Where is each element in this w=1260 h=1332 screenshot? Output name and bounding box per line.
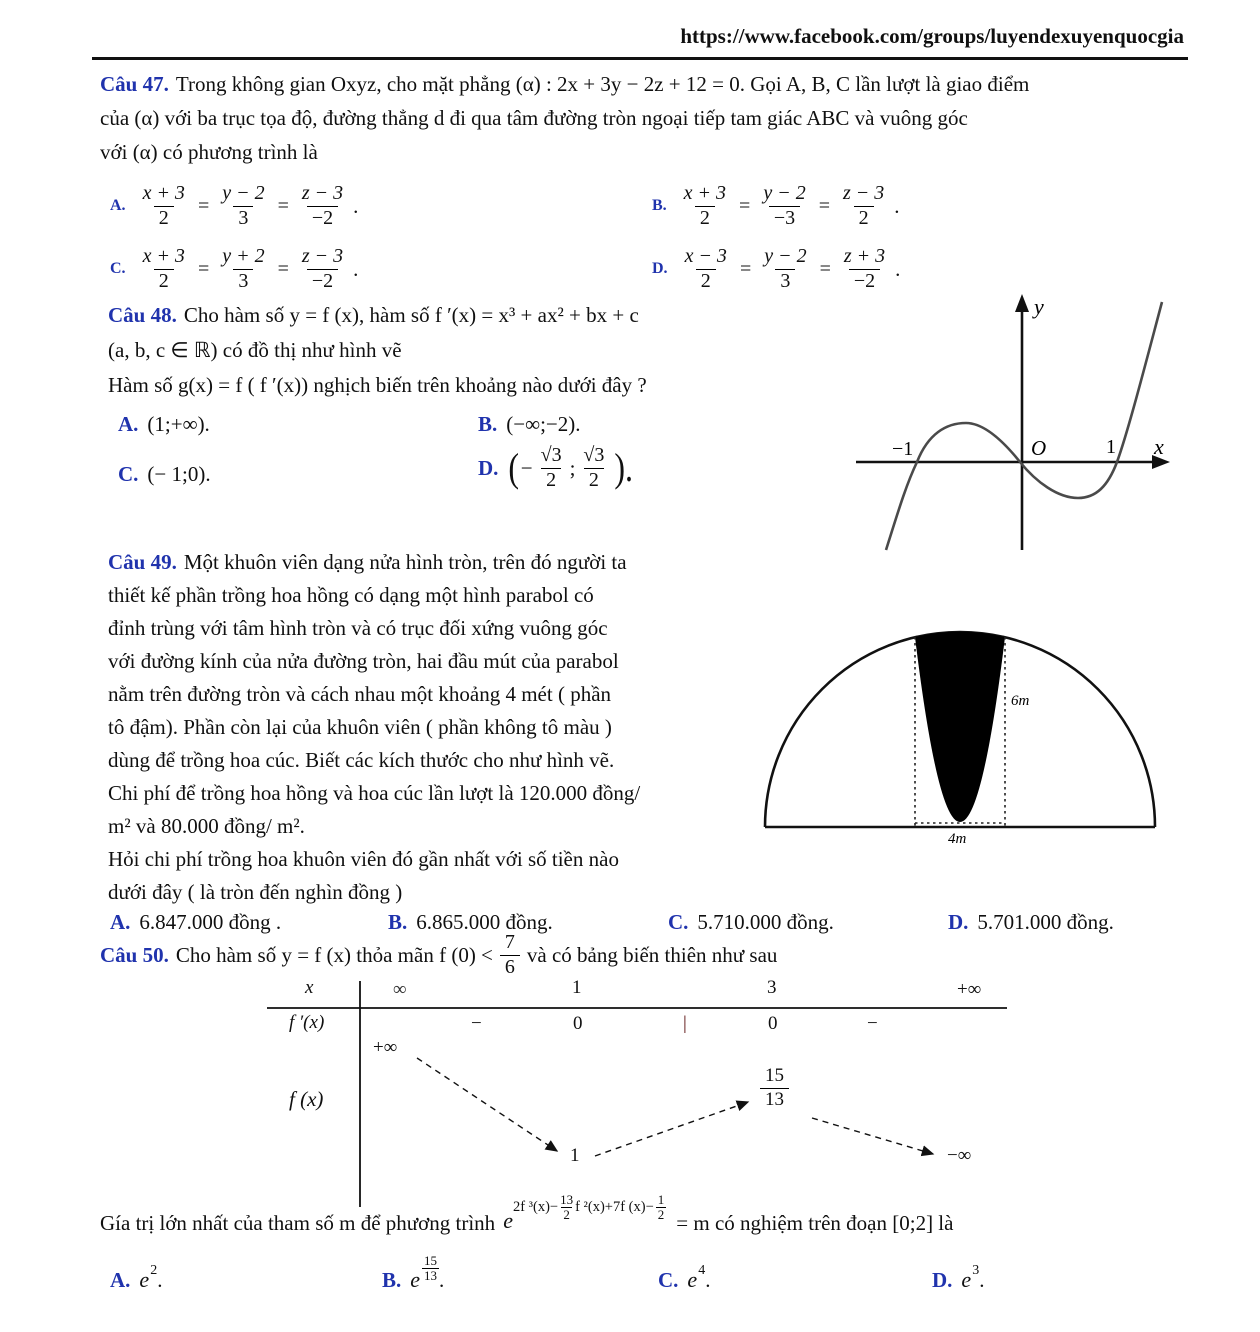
table-x-value: 3 — [767, 977, 777, 998]
graph-x-label: x — [1154, 434, 1164, 459]
graph-minus1-label: −1 — [892, 438, 914, 460]
fraction: $\frac{z - 3}{2}$ — [842, 182, 885, 229]
table-fprime-sign: − — [471, 1013, 482, 1034]
q47-option-a: A. $\frac{x + 3}{2}$ = $\frac{y - 2}{3}$ = $\frac{z - 3}{-2}$ . — [110, 182, 359, 229]
header-url: https://www.facebook.com/groups/luyendexuyenquocgia — [680, 24, 1184, 48]
q48-line2: (a, b, c ∈ ℝ) có đồ thị như hình vẽ — [108, 338, 402, 362]
variation-table-lines — [265, 975, 1025, 1215]
q49-line3: đỉnh trùng với tâm hình tròn và có trục đối xứng vuông góc — [108, 616, 608, 640]
fraction: $\frac{√3}{2}$ — [540, 444, 562, 491]
q47-label: Câu 47. — [100, 72, 169, 96]
q49-option-b: B. 6.865.000 đồng. — [388, 910, 553, 934]
fraction: $\frac{x + 3}{2}$ — [142, 245, 185, 292]
q50-option-d: D. e $^3$ . — [932, 1263, 985, 1292]
table-fprime-sign: | — [683, 1013, 687, 1034]
q48-option-d: D. ( − $\frac{√3}{2}$ ; $\frac{√3}{2}$ ). — [478, 444, 634, 491]
q50-variation-table — [265, 975, 1025, 1215]
q47-line3: với (α) có phương trình là — [100, 140, 318, 164]
fraction: $\frac{y - 2}{3}$ — [764, 245, 807, 292]
q49-line1: Câu 49. Một khuôn viên dạng nửa hình tròn, trên đó người ta — [108, 550, 627, 574]
fraction: $\frac{y - 2}{-3}$ — [763, 182, 806, 229]
q49-line11: dưới đây ( là tròn đến nghìn đồng ) — [108, 880, 403, 904]
fraction: $\frac{z - 3}{-2}$ — [301, 182, 344, 229]
fraction: $\frac{z - 3}{-2}$ — [301, 245, 344, 292]
table-f-value: 1 — [570, 1145, 580, 1166]
q47-option-b: B. $\frac{x + 3}{2}$ = $\frac{y - 2}{-3}$ = $\frac{z - 3}{2}$ . — [652, 182, 900, 229]
fraction: $\frac{√3}{2}$ — [583, 444, 605, 491]
fraction: $\frac{z + 3}{-2}$ — [843, 245, 886, 292]
exp-equation: e 2f ³(x)− $\frac{13}{2}$ f ²(x)+7f (x)− $\frac{1}{2}$ — [503, 1208, 668, 1239]
q47-option-c-letter: C. — [110, 260, 126, 278]
graph-y-label: y — [1034, 294, 1044, 319]
q49-garden-figure — [752, 583, 1162, 849]
rose-parabola-region — [915, 632, 1005, 822]
q49-option-d: D. 5.701.000 đồng. — [948, 910, 1114, 934]
table-fprime-sign: − — [867, 1013, 878, 1034]
q47-line1 — [100, 72, 1029, 97]
q49-line2: thiết kế phần trồng hoa hồng có dạng một hình parabol có — [108, 583, 594, 607]
q50-option-b: B. e 15 13 . — [382, 1252, 445, 1292]
q48-label: Câu 48. — [108, 303, 177, 327]
open-paren: ( — [508, 445, 520, 491]
q47-option-b-letter: B. — [652, 197, 667, 215]
q49-line8: Chi phí để trồng hoa hồng và hoa cúc lần lượt là 120.000 đồng/ — [108, 781, 641, 805]
q47-option-a-letter: A. — [110, 197, 126, 215]
table-x-label: x — [305, 977, 314, 998]
table-f-label: f (x) — [289, 1087, 324, 1111]
q49-label: Câu 49. — [108, 550, 177, 574]
fraction: $\frac{x + 3}{2}$ — [142, 182, 185, 229]
table-x-value: ∞ — [393, 979, 407, 1000]
q48-option-a: A. (1;+∞). — [118, 412, 210, 436]
header-rule — [92, 57, 1188, 60]
q48-option-c: C. (− 1;0). — [118, 462, 211, 486]
q48-cubic-graph — [848, 292, 1178, 558]
q49-option-c: C. 5.710.000 đồng. — [668, 910, 834, 934]
table-fprime-sign: 0 — [768, 1013, 778, 1034]
table-fprime-label: f ′(x) — [289, 1012, 325, 1033]
q48-option-b: B. (−∞;−2). — [478, 412, 581, 436]
mini-fraction: $\frac{13}{2}$ — [560, 1192, 574, 1222]
fraction: $\frac{x - 3}{2}$ — [684, 245, 727, 292]
q50-label: Câu 50. — [100, 942, 169, 967]
q47-option-d-letter: D. — [652, 260, 668, 278]
q49-option-a: A. 6.847.000 đồng . — [110, 910, 282, 934]
q50-closing: Gía trị lớn nhất của tham số m để phương trình e 2f ³(x)− $\frac{13}{2}$ f ²(x)+7f (x)− $\frac{1}{2}$ = m có nghiệm trên đoạn [0;2] là — [100, 1192, 953, 1254]
table-x-value: 1 — [572, 977, 582, 998]
sup-fraction: 15 13 — [424, 1252, 438, 1283]
table-f-max-fraction: $\frac{15}{13}$ — [757, 1065, 792, 1110]
fraction: $\frac{x + 3}{2}$ — [683, 182, 727, 229]
q48-line3: Hàm số g(x) = f ( f ′(x)) nghịch biến trên khoảng nào dưới đây ? — [108, 373, 647, 397]
table-f-value: +∞ — [373, 1037, 398, 1058]
close-paren: ). — [614, 445, 634, 491]
fraction: $\frac{y - 2}{3}$ — [222, 182, 265, 229]
q48-line1-text: Cho hàm số y = f (x), hàm số f ′(x) = x³ + ax² + bx + c — [183, 303, 639, 327]
q50-option-a: A. e $^2$ . — [110, 1263, 163, 1292]
q47-option-c: C. $\frac{x + 3}{2}$ = $\frac{y + 2}{3}$ = $\frac{z - 3}{-2}$ . — [110, 245, 359, 292]
exponent: 2f ³(x)− $\frac{13}{2}$ f ²(x)+7f (x)− $\frac{1}{2}$ — [512, 1192, 665, 1222]
graph-origin-label: O — [1031, 436, 1047, 460]
table-fprime-sign: 0 — [573, 1013, 583, 1034]
q49-line9: m² và 80.000 đồng/ m². — [108, 814, 305, 838]
q49-line7: dùng để trồng hoa cúc. Biết các kích thước cho như hình vẽ. — [108, 748, 615, 772]
figure-height-label: 6m — [1011, 693, 1030, 709]
q49-line4: với đường kính của nửa đường tròn, hai đầu mút của parabol — [108, 649, 619, 673]
q49-line5: nằm trên đường tròn và cách nhau một khoảng 4 mét ( phần — [108, 682, 612, 706]
table-f-value: −∞ — [947, 1145, 972, 1166]
graph-plus1-label: 1 — [1106, 436, 1116, 458]
table-x-value: +∞ — [957, 979, 982, 1000]
mini-fraction: $\frac{1}{2}$ — [657, 1192, 665, 1222]
figure-width-label: 4m — [948, 831, 967, 847]
q49-line10: Hỏi chi phí trồng hoa khuôn viên đó gần nhất với số tiền nào — [108, 847, 619, 871]
q50-option-c: C. e $^4$ . — [658, 1263, 711, 1292]
fraction: $\frac{y + 2}{3}$ — [222, 245, 265, 292]
q47-line1-text: Trong không gian Oxyz, cho mặt phẳng (α) : 2x + 3y − 2z + 12 = 0. Gọi A, B, C lần lượt là giao điểm — [175, 72, 1030, 96]
q48-line1 — [108, 303, 639, 328]
fraction: $\frac{7}{6}$ — [500, 932, 520, 978]
q50-intro: Câu 50. Cho hàm số y = f (x) thỏa mãn f (0) < $\frac{7}{6}$ và có bảng biến thiên như sau — [100, 930, 778, 978]
q47-option-d: D. $\frac{x - 3}{2}$ = $\frac{y - 2}{3}$ = $\frac{z + 3}{-2}$ . — [652, 245, 901, 292]
q49-line6: tô đậm). Phần còn lại của khuôn viên ( phần không tô màu ) — [108, 715, 612, 739]
q47-line2: của (α) với ba trục tọa độ, đường thẳng d đi qua tâm đường tròn ngoại tiếp tam giác ABC và vuông góc — [100, 106, 968, 130]
